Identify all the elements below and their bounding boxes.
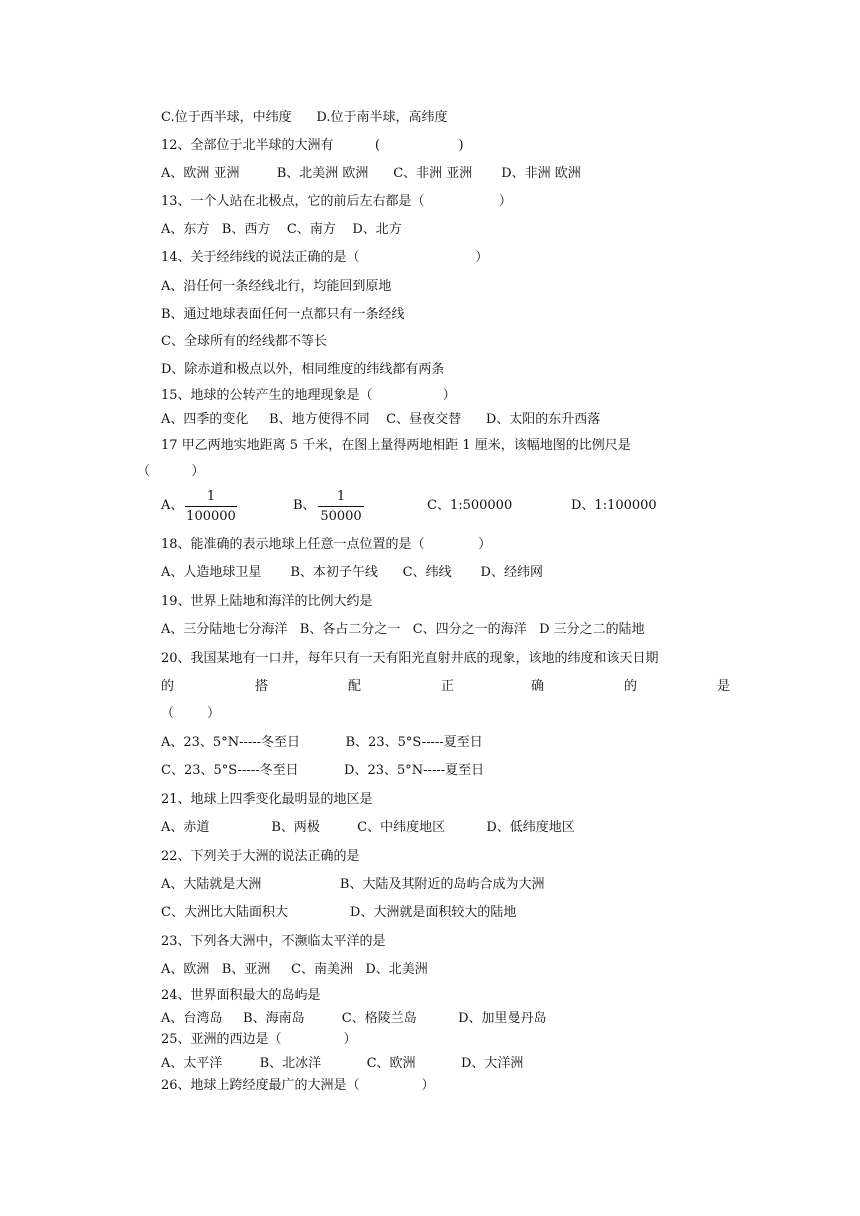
q17-option-b-label: B、: [293, 498, 316, 513]
question-24: 24、世界面积最大的岛屿是: [161, 988, 321, 1003]
fraction-bar: [185, 506, 237, 507]
q20-spread-char: 配: [348, 679, 362, 694]
question-21: 21、地球上四季变化最明显的地区是: [161, 792, 373, 807]
q17-option-b-numerator: 1: [336, 489, 346, 504]
q20-spread-char: 是: [717, 679, 731, 694]
q20-spread-char: 正: [441, 679, 455, 694]
q20-options-ab: A、23、5°N-----冬至日 B、23、5°S-----夏至日: [161, 735, 483, 750]
q21-options: A、赤道 B、两极 C、中纬度地区 D、低纬度地区: [161, 820, 575, 835]
q19-options: A、三分陆地七分海洋 B、各占二分之一 C、四分之一的海洋 D 三分之二的陆地: [161, 622, 645, 637]
q17-option-a-fraction: [185, 489, 237, 525]
question-18: 18、能准确的表示地球上任意一点位置的是（ ）: [161, 537, 492, 552]
q11-option-cd: C.位于西半球，中纬度 D.位于南半球，高纬度: [161, 110, 448, 125]
question-13: 13、一个人站在北极点，它的前后左右都是（ ）: [161, 194, 512, 209]
q14-option-c: C、全球所有的经线都不等长: [161, 334, 327, 349]
q15-options: A、四季的变化 B、地方使得不同 C、昼夜交替 D、太阳的东升西落: [161, 412, 601, 427]
q20-spread-char: 确: [531, 679, 545, 694]
fraction-bar: [318, 506, 364, 507]
question-25: 25、亚洲的西边是（ ）: [161, 1032, 357, 1047]
q25-options: A、太平洋 B、北冰洋 C、欧洲 D、大洋洲: [161, 1056, 524, 1071]
q20-spread-char: 的: [161, 679, 175, 694]
q17-option-b-denominator: 50000: [320, 509, 362, 524]
question-22: 22、下列关于大洲的说法正确的是: [161, 849, 360, 864]
q18-options: A、人造地球卫星 B、本初子午线 C、纬线 D、经纬网: [161, 565, 543, 580]
q17-option-a-label: A、: [161, 498, 184, 513]
q24-options: A、台湾岛 B、海南岛 C、格陵兰岛 D、加里曼丹岛: [161, 1011, 547, 1026]
q14-option-b: B、通过地球表面任何一点都只有一条经线: [161, 307, 405, 322]
question-23: 23、下列各大洲中，不濒临太平洋的是: [161, 934, 386, 949]
q17-blank: （ ）: [137, 464, 205, 479]
q14-option-a: A、沿任何一条经线北行，均能回到原地: [161, 279, 392, 294]
q23-options: A、欧洲 B、亚洲 C、南美洲 D、北美洲: [161, 962, 428, 977]
q20-options-cd: C、23、5°S-----冬至日 D、23、5°N-----夏至日: [161, 763, 485, 778]
q20-blank: （ ）: [161, 706, 221, 721]
question-12: 12、全部位于北半球的大洲有 ( ): [161, 138, 464, 153]
q14-option-d: D、除赤道和极点以外，相同维度的纬线都有两条: [161, 362, 445, 377]
q22-options-ab: A、大陆就是大洲 B、大陆及其附近的岛屿合成为大洲: [161, 877, 545, 892]
question-15: 15、地球的公转产生的地理现象是（ ）: [161, 388, 456, 403]
q20-spread-char: 搭: [255, 679, 269, 694]
q13-options: A、东方 B、西方 C、南方 D、北方: [161, 222, 402, 237]
q20-spread-char: 的: [624, 679, 638, 694]
q17-option-a-denominator: 100000: [186, 509, 236, 524]
q22-options-cd: C、大洲比大陆面积大 D、大洲就是面积较大的陆地: [161, 905, 517, 920]
question-14: 14、关于经纬线的说法正确的是（ ）: [161, 250, 489, 265]
question-26: 26、地球上跨经度最广的大洲是（ ）: [161, 1078, 435, 1093]
q17-option-c: C、1:500000: [427, 498, 513, 513]
q12-options: A、欧洲 亚洲 B、北美洲 欧洲 C、非洲 亚洲 D、非洲 欧洲: [161, 166, 581, 181]
question-20: 20、我国某地有一口井，每年只有一天有阳光直射井底的现象，该地的纬度和该天日期: [161, 651, 659, 666]
q17-option-a-numerator: 1: [206, 489, 216, 504]
q17-option-d: D、1:100000: [571, 498, 657, 513]
question-19: 19、世界上陆地和海洋的比例大约是: [161, 594, 373, 609]
q17-option-b-fraction: [318, 489, 364, 525]
question-17: 17 甲乙两地实地距离 5 千米，在图上量得两地相距 1 厘米，该幅地图的比例尺是: [161, 438, 631, 453]
